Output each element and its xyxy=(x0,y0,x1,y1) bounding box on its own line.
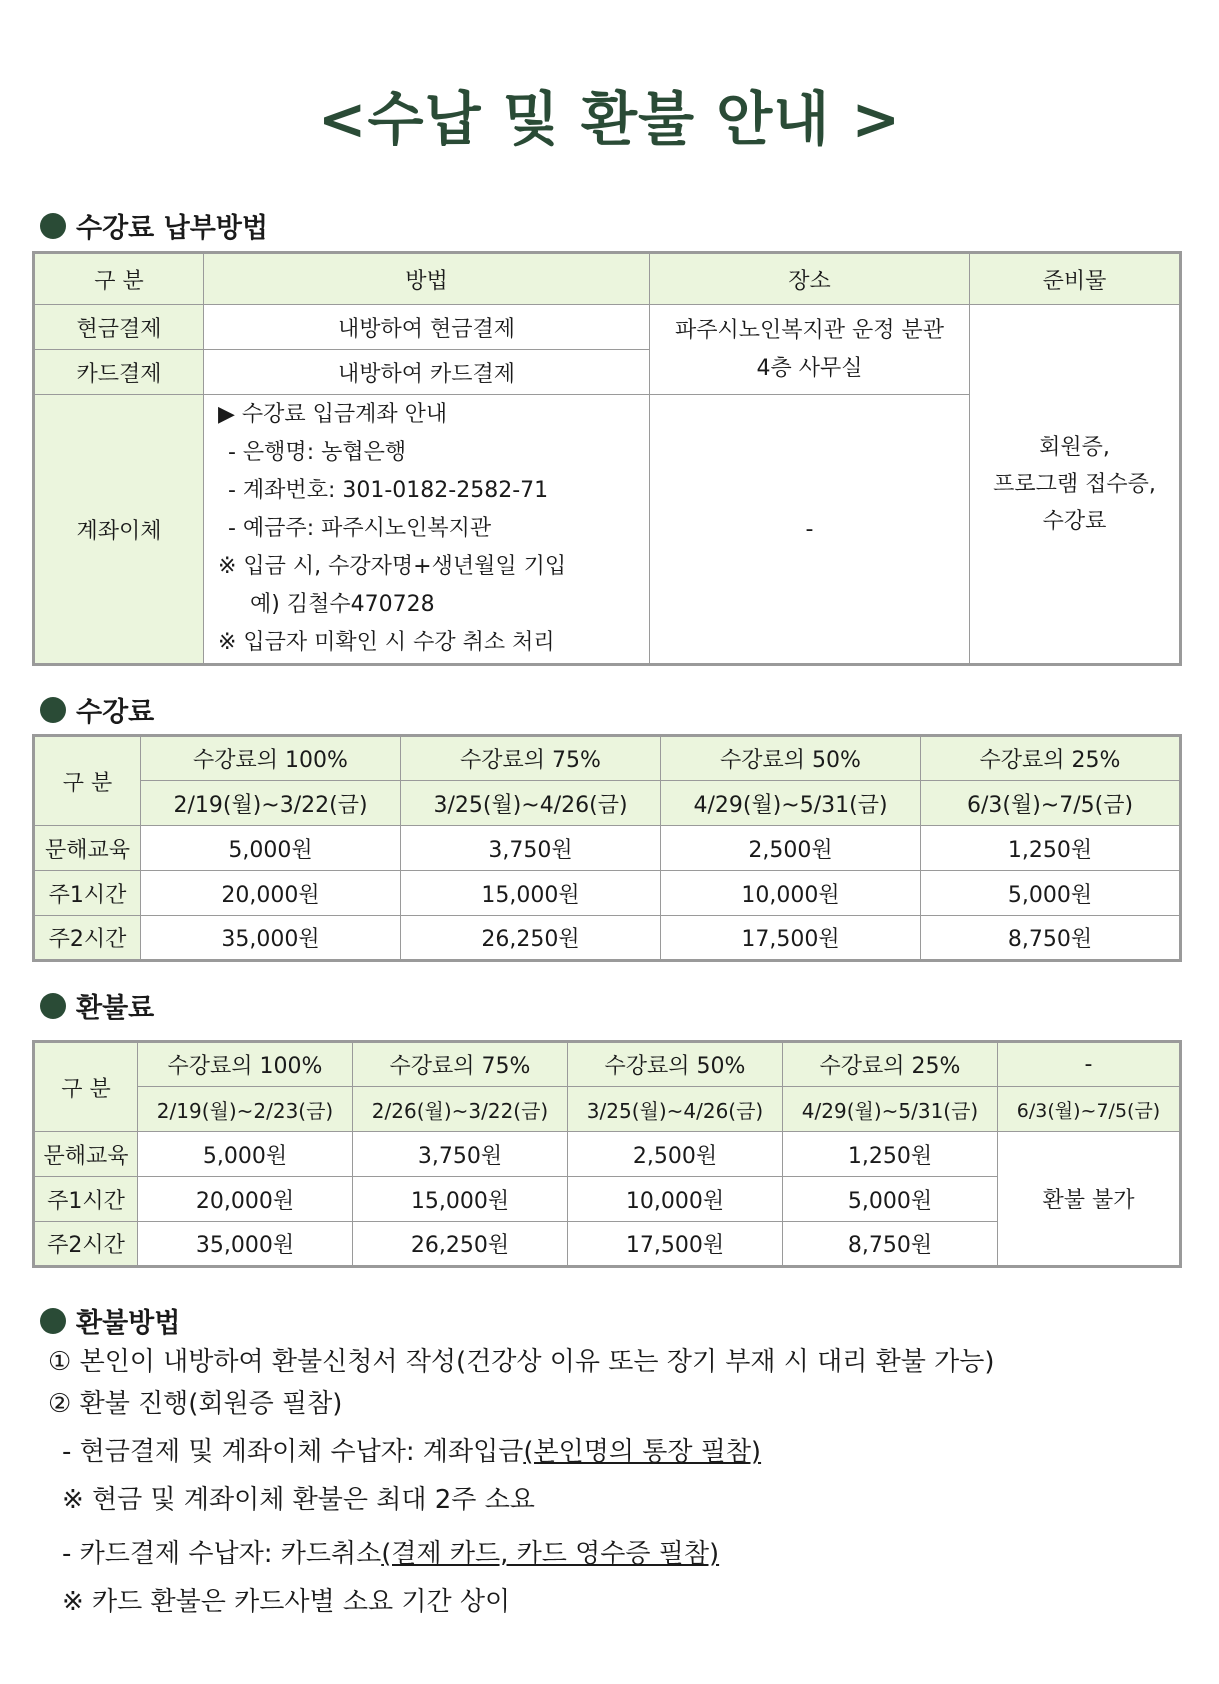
corner-cell: 구 분 xyxy=(34,1042,138,1132)
fee-cell: 5,000원 xyxy=(921,871,1181,916)
section-tuition xyxy=(40,690,154,729)
date-cell: 4/29(월)~5/31(금) xyxy=(661,781,921,826)
no-refund-cell: 환불 불가 xyxy=(998,1132,1181,1267)
row-label: 계좌이체 xyxy=(34,395,204,665)
cash-refund-text: - 현금결제 및 계좌이체 수납자: 계좌입금 xyxy=(62,1437,524,1467)
info-line: ▶ 수강료 입금계좌 안내 xyxy=(218,402,448,427)
fee-cell: 20,000원 xyxy=(138,1177,353,1222)
table-header-row xyxy=(34,1087,1181,1132)
fee-cell: 2,500원 xyxy=(661,826,921,871)
fee-cell: 17,500원 xyxy=(568,1222,783,1267)
place-line: 4층 사무실 xyxy=(756,355,863,381)
fee-cell: 26,250원 xyxy=(353,1222,568,1267)
place-cell xyxy=(650,305,970,395)
card-refund-note: ※ 카드 환불은 카드사별 소요 기간 상이 xyxy=(62,1587,511,1617)
header-cell: 수강료의 75% xyxy=(401,736,661,781)
fee-cell: 5,000원 xyxy=(141,826,401,871)
row-label: 주2시간 xyxy=(34,1222,138,1267)
prep-line: 수강료 xyxy=(1042,508,1107,534)
header-cell: 수강료의 25% xyxy=(783,1042,998,1087)
date-cell: 3/25(월)~4/26(금) xyxy=(568,1087,783,1132)
header-cell: 방법 xyxy=(204,253,650,305)
info-line: ※ 입금 시, 수강자명+생년월일 기입 xyxy=(218,554,567,579)
place-cell: - xyxy=(650,395,970,665)
section-heading: 수강료 xyxy=(76,697,155,728)
table-header-row xyxy=(34,253,1181,305)
row-label: 주1시간 xyxy=(34,871,141,916)
section-heading: 환불방법 xyxy=(76,1308,181,1339)
info-line: - 예금주: 파주시노인복지관 xyxy=(228,516,492,541)
page-title: <수납 및 환불 안내 > xyxy=(317,85,902,153)
fee-cell: 26,250원 xyxy=(401,916,661,961)
bullet-icon xyxy=(40,1308,66,1334)
fee-cell: 35,000원 xyxy=(138,1222,353,1267)
card-refund-text: - 카드결제 수납자: 카드취소 xyxy=(62,1539,382,1569)
table-header-row xyxy=(34,1042,1181,1087)
preparation-cell xyxy=(970,305,1181,665)
fee-cell: 35,000원 xyxy=(141,916,401,961)
header-cell: 구 분 xyxy=(34,253,204,305)
info-line: - 계좌번호: 301-0182-2582-71 xyxy=(228,478,549,503)
header-cell: 수강료의 25% xyxy=(921,736,1181,781)
fee-cell: 5,000원 xyxy=(138,1132,353,1177)
row-label: 문해교육 xyxy=(34,1132,138,1177)
method-cell: 내방하여 카드결제 xyxy=(204,350,650,395)
fee-cell: 1,250원 xyxy=(783,1132,998,1177)
table-row xyxy=(34,826,1181,871)
cash-refund-line xyxy=(62,1436,761,1468)
fee-cell: 15,000원 xyxy=(353,1177,568,1222)
header-cell: 준비물 xyxy=(970,253,1181,305)
fee-cell: 8,750원 xyxy=(921,916,1181,961)
cash-refund-requirement: (본인명의 통장 필참) xyxy=(523,1437,762,1467)
place-line: 파주시노인복지관 운정 분관 xyxy=(674,317,944,343)
header-cell: 수강료의 75% xyxy=(353,1042,568,1087)
fee-cell: 10,000원 xyxy=(568,1177,783,1222)
account-info-cell xyxy=(204,395,650,665)
fee-cell: 8,750원 xyxy=(783,1222,998,1267)
info-line: 예) 김철수470728 xyxy=(250,592,435,617)
date-cell: 2/19(월)~2/23(금) xyxy=(138,1087,353,1132)
method-cell: 내방하여 현금결제 xyxy=(204,305,650,350)
bullet-icon xyxy=(40,697,66,723)
fee-cell: 2,500원 xyxy=(568,1132,783,1177)
date-cell: 3/25(월)~4/26(금) xyxy=(401,781,661,826)
table-header-row xyxy=(34,781,1181,826)
header-cell: 수강료의 100% xyxy=(141,736,401,781)
table-row xyxy=(34,916,1181,961)
payment-method-table xyxy=(32,251,1182,666)
bullet-icon xyxy=(40,213,66,239)
date-cell: 2/19(월)~3/22(금) xyxy=(141,781,401,826)
row-label: 주2시간 xyxy=(34,916,141,961)
row-label: 현금결제 xyxy=(34,305,204,350)
header-cell: 수강료의 50% xyxy=(568,1042,783,1087)
table-row xyxy=(34,1132,1181,1177)
prep-line: 회원증, xyxy=(1039,434,1110,460)
table-row xyxy=(34,871,1181,916)
fee-cell: 10,000원 xyxy=(661,871,921,916)
row-label: 문해교육 xyxy=(34,826,141,871)
header-cell: 장소 xyxy=(650,253,970,305)
date-cell: 2/26(월)~3/22(금) xyxy=(353,1087,568,1132)
row-label: 카드결제 xyxy=(34,350,204,395)
info-line: - 은행명: 농협은행 xyxy=(228,440,407,465)
bullet-icon xyxy=(40,993,66,1019)
section-refund-method xyxy=(40,1301,180,1340)
refund-table xyxy=(32,1040,1182,1268)
corner-cell: 구 분 xyxy=(34,736,141,826)
table-row xyxy=(34,305,1181,350)
section-refund-fee xyxy=(40,986,154,1025)
section-heading: 환불료 xyxy=(76,993,155,1024)
card-refund-line xyxy=(62,1538,719,1570)
section-heading: 수강료 납부방법 xyxy=(76,213,268,244)
card-refund-requirement: (결제 카드, 카드 영수증 필참) xyxy=(381,1539,720,1569)
table-header-row xyxy=(34,736,1181,781)
refund-step-2: ② 환불 진행(회원증 필참) xyxy=(48,1389,343,1419)
cash-refund-note: ※ 현금 및 계좌이체 환불은 최대 2주 소요 xyxy=(62,1485,535,1515)
header-cell: 수강료의 50% xyxy=(661,736,921,781)
header-cell: 수강료의 100% xyxy=(138,1042,353,1087)
date-cell: 4/29(월)~5/31(금) xyxy=(783,1087,998,1132)
fee-cell: 17,500원 xyxy=(661,916,921,961)
refund-step-1: ① 본인이 내방하여 환불신청서 작성(건강상 이유 또는 장기 부재 시 대리 환불 가능) xyxy=(48,1347,995,1377)
fee-cell: 5,000원 xyxy=(783,1177,998,1222)
fee-cell: 3,750원 xyxy=(353,1132,568,1177)
fee-cell: 20,000원 xyxy=(141,871,401,916)
section-payment-method xyxy=(40,206,268,245)
fee-cell: 1,250원 xyxy=(921,826,1181,871)
header-cell: - xyxy=(998,1042,1181,1087)
fee-cell: 3,750원 xyxy=(401,826,661,871)
date-cell: 6/3(월)~7/5(금) xyxy=(921,781,1181,826)
row-label: 주1시간 xyxy=(34,1177,138,1222)
prep-line: 프로그램 접수증, xyxy=(993,471,1156,497)
date-cell: 6/3(월)~7/5(금) xyxy=(998,1087,1181,1132)
tuition-table xyxy=(32,734,1182,962)
info-line: ※ 입금자 미확인 시 수강 취소 처리 xyxy=(218,630,555,655)
fee-cell: 15,000원 xyxy=(401,871,661,916)
